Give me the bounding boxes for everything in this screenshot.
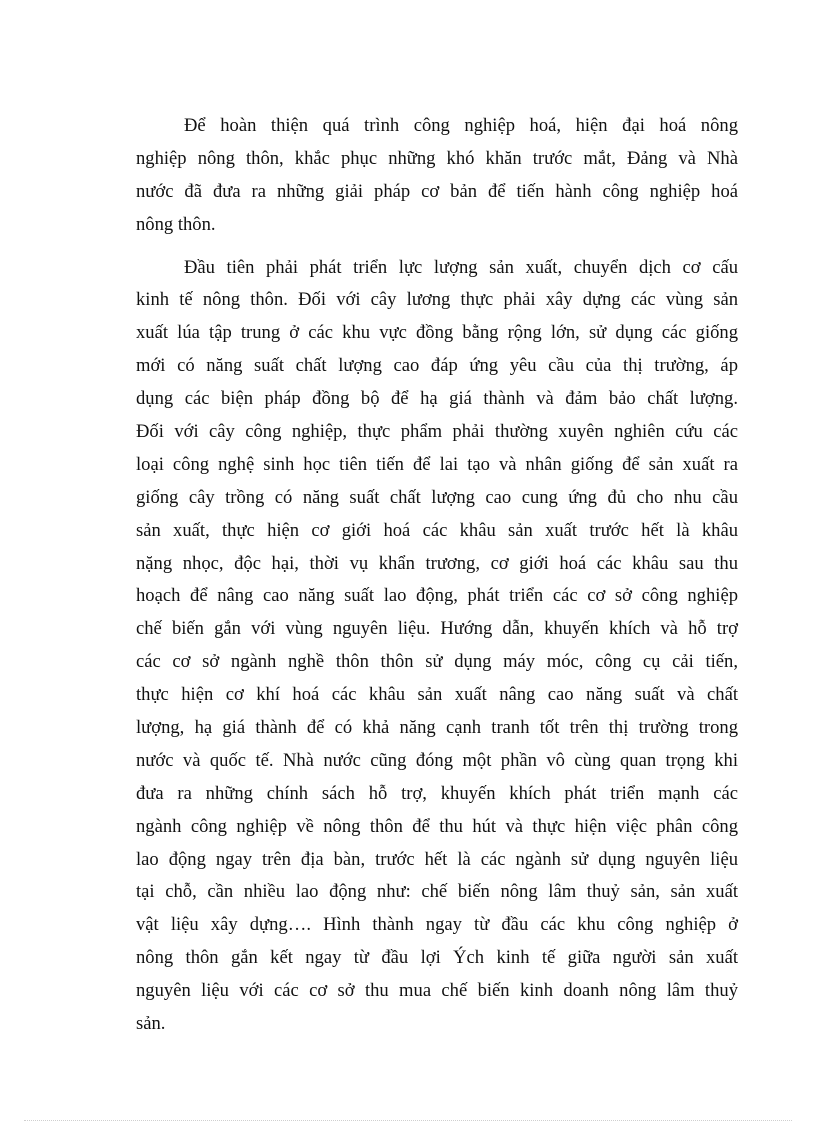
text-line: chế biến gắn với vùng nguyên liệu. Hướng dẫn, khuyến khích và hỗ trợ <box>136 618 738 640</box>
text-line: nước và quốc tế. Nhà nước cũng đóng một phần vô cùng quan trọng khi <box>136 749 738 771</box>
text-line: vật liệu xây dựng…. Hình thành ngay từ đầu các khu công nghiệp ở <box>136 914 738 936</box>
text-line: tại chỗ, cần nhiều lao động như: chế biến nông lâm thuỷ sản, sản xuất <box>136 881 738 903</box>
text-line: nước đã đưa ra những giải pháp cơ bản để tiến hành công nghiệp hoá <box>136 180 738 202</box>
text-line: lượng, hạ giá thành để có khả năng cạnh tranh tốt trên thị trường trong <box>136 717 738 739</box>
text-line: sản xuất, thực hiện cơ giới hoá các khâu sản xuất trước hết là khâu <box>136 519 738 541</box>
text-line: nghiệp nông thôn, khắc phục những khó khăn trước mắt, Đảng và Nhà <box>136 147 738 169</box>
text-line: nặng nhọc, độc hại, thời vụ khẩn trương, cơ giới hoá các khâu sau thu <box>136 552 738 574</box>
text-line: mới có năng suất chất lượng cao đáp ứng yêu cầu của thị trường, áp <box>136 355 738 377</box>
text-line: kinh tế nông thôn. Đối với cây lương thực phải xây dựng các vùng sản <box>136 289 738 311</box>
paragraph-1 <box>136 110 738 242</box>
text-line: Đối với cây công nghiệp, thực phẩm phải thường xuyên nghiên cứu các <box>136 421 738 443</box>
text-line: Để hoàn thiện quá trình công nghiệp hoá, hiện đại hoá nông <box>184 115 738 136</box>
text-line: nguyên liệu với các cơ sở thu mua chế biến kinh doanh nông lâm thuỷ <box>136 980 738 1002</box>
text-line: giống cây trồng có năng suất chất lượng cao cung ứng đủ cho nhu cầu <box>136 486 738 508</box>
text-line: nông thôn. <box>136 213 216 235</box>
text-line: hoạch để nâng cao năng suất lao động, phát triển các cơ sở công nghiệp <box>136 585 738 607</box>
text-line: loại công nghệ sinh học tiên tiến để lai tạo và nhân giống để sản xuất ra <box>136 453 738 475</box>
body-text <box>136 110 738 1051</box>
text-line: Đầu tiên phải phát triển lực lượng sản xuất, chuyển dịch cơ cấu <box>184 256 738 278</box>
text-line: đưa ra những chính sách hỗ trợ, khuyến khích phát triển mạnh các <box>136 782 738 804</box>
text-line: ngành công nghiệp về nông thôn để thu hút và thực hiện việc phân công <box>136 815 738 837</box>
text-line: dụng các biện pháp đồng bộ để hạ giá thành và đảm bảo chất lượng. <box>136 388 738 410</box>
text-line: xuất lúa tập trung ở các khu vực đồng bằng rộng lớn, sử dụng các giống <box>136 322 738 344</box>
text-line: các cơ sở ngành nghề thôn thôn sử dụng máy móc, công cụ cải tiến, <box>136 651 738 673</box>
page-bottom-divider <box>24 1120 792 1121</box>
paragraph-2 <box>136 252 738 1041</box>
text-line: lao động ngay trên địa bàn, trước hết là các ngành sử dụng nguyên liệu <box>136 848 738 870</box>
text-line: thực hiện cơ khí hoá các khâu sản xuất nâng cao năng suất và chất <box>136 684 738 706</box>
text-line: nông thôn gắn kết ngay từ đầu lợi Ých kinh tế giữa người sản xuất <box>136 947 738 969</box>
text-line: sản. <box>136 1013 166 1035</box>
